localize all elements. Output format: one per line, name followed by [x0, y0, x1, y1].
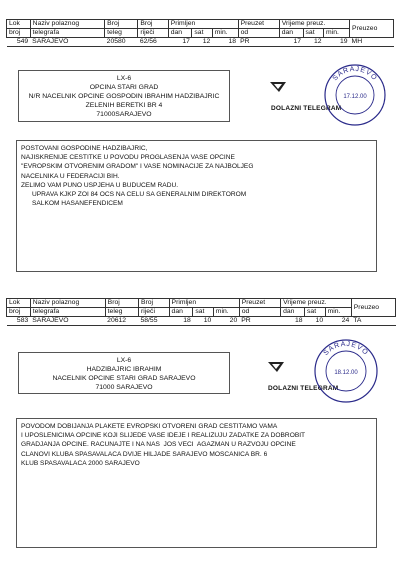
primljen-label: Primljen	[168, 20, 238, 29]
lok-label: Lok	[7, 299, 31, 308]
rijeci-label: riječi	[138, 308, 169, 317]
vrijeme-min-value: 19	[324, 38, 350, 47]
message-line: I UPOSLENICIMA OPCINE KOJI SLIJEDE VASE IDEJE I REALIZUJU ZADATKE ZA DOBROBIT	[21, 432, 306, 440]
preuzet-label: Preuzet	[238, 20, 279, 29]
telegram-form-1	[0, 0, 400, 285]
vrijeme-dan-value: 18	[281, 317, 305, 326]
telegram-header-table	[6, 298, 396, 326]
primljen-min-value: 18	[212, 38, 238, 47]
message-line: GRADJANJA OPCINE. RACUNAJTE I NA NAS JOS VECI AGAZMAN U RAZVOJU OPCINE	[21, 441, 296, 449]
message-line: ZELIMO VAM PUNO USPJEHA U BUDUCEM RADU.	[21, 181, 179, 189]
primljen-dan-value: 17	[168, 38, 192, 47]
dolazni-telegram-label: DOLAZNI TELEGRAM	[268, 385, 339, 392]
postmark-stamp-icon	[322, 62, 388, 128]
sat-label: sat	[192, 29, 212, 38]
od-label: od	[238, 29, 279, 38]
message-line: CLANOVI KLUBA SPASAVALACA DVIJE HILJADE SARAJEVO MOSCANICA BR. 6	[21, 450, 268, 458]
vrijeme-min-value: 24	[325, 317, 351, 326]
vrijeme-preuz-label: Vrijeme preuz.	[281, 299, 352, 308]
min-label: min.	[213, 308, 239, 317]
primljen-min-value: 20	[213, 317, 239, 326]
preuzeo-value: TA	[351, 317, 395, 326]
vrijeme-dan-value: 17	[279, 38, 303, 47]
naziv-label: Naziv polaznog	[30, 299, 105, 308]
primljen-dan-value: 18	[169, 317, 193, 326]
address-line: LX-6	[116, 357, 132, 364]
message-line: "EVROPSKIM OTVORENIM GRADOM" I VASE NOMINACIJE ZA NAJBOLJEG	[21, 163, 254, 171]
preuzet-od-value: PR	[239, 317, 280, 326]
vrijeme-preuz-label: Vrijeme preuz.	[279, 20, 349, 29]
broj-teleg-value: 20612	[105, 317, 138, 326]
telegrafa-label: telegrafa	[30, 308, 105, 317]
primljen-label: Primljen	[169, 299, 239, 308]
sat-label: sat	[305, 308, 326, 317]
message-line: SALKOM HASANEFENDICEM	[21, 200, 123, 208]
message-line: NACELNIKA U FEDERACIJI BIH.	[21, 172, 120, 180]
address-box	[18, 70, 230, 122]
min-label: min.	[212, 29, 238, 38]
preuzeo-value: MH	[350, 38, 394, 47]
vrijeme-sat-value: 10	[305, 317, 326, 326]
primljen-sat-value: 10	[193, 317, 213, 326]
broj-rijeci-label: Broj	[138, 20, 168, 29]
min-label: min.	[324, 29, 350, 38]
address-line: LX-6	[116, 75, 132, 82]
telegram-header-table	[6, 19, 394, 47]
broj-label: broj	[7, 308, 31, 317]
preuzeo-label: Preuzeo	[351, 299, 395, 317]
address-line: 71000 SARAJEVO	[95, 384, 153, 391]
message-line: POSTOVANI GOSPODINE HADZIBAJRIC,	[21, 145, 148, 152]
min-label: min.	[325, 308, 351, 317]
telegrafa-label: telegrafa	[30, 29, 105, 38]
sat-label: sat	[303, 29, 323, 38]
od-label: od	[239, 308, 280, 317]
primljen-sat-value: 12	[192, 38, 212, 47]
broj-teleg-value: 20580	[105, 38, 138, 47]
rijeci-label: riječi	[138, 29, 168, 38]
preuzet-label: Preuzet	[239, 299, 280, 308]
message-line: NAJISKRENIJE CESTITKE U POVODU PROGLASENJA VASE OPCINE	[21, 154, 235, 162]
naziv-label: Naziv polaznog	[30, 20, 105, 29]
preuzet-od-value: PR	[238, 38, 279, 47]
address-line: NACELNIK OPCINE STARI GRAD SARAJEVO	[52, 375, 196, 382]
address-line: 71000SARAJEVO	[96, 111, 152, 118]
preuzeo-label: Preuzeo	[350, 20, 394, 38]
post-logo-icon	[268, 80, 288, 94]
svg-text:SARAJEVO	[332, 66, 379, 82]
address-line: HADZIBAJRIC IBRAHIM	[86, 366, 162, 373]
message-box	[16, 418, 377, 548]
stamp-city: SARAJEVO	[331, 65, 379, 83]
dan-label: dan	[168, 29, 192, 38]
dan-label: dan	[279, 29, 303, 38]
naziv-value: SARAJEVO	[30, 317, 105, 326]
lok-label: Lok	[7, 20, 31, 29]
vrijeme-sat-value: 12	[303, 38, 323, 47]
broj-label: broj	[7, 29, 31, 38]
svg-text:SARAJEVO	[323, 341, 370, 357]
postmark-stamp-icon	[312, 337, 380, 405]
dan-label: dan	[169, 308, 193, 317]
address-line: N/R NACELNIK OPCINE GOSPODIN IBRAHIM HADZIBAJRIC	[28, 93, 220, 100]
stamp-date: 18.12.00	[334, 370, 358, 376]
teleg-label: teleg	[105, 308, 138, 317]
lok-broj-value: 549	[7, 38, 31, 47]
message-line: KLUB SPASAVALACA 2000 SARAJEVO	[21, 459, 140, 467]
lok-broj-value: 583	[7, 317, 31, 326]
message-box	[16, 140, 377, 272]
broj-teleg-label: Broj	[105, 299, 138, 308]
address-line: ZELENIH BERETKI BR 4	[85, 102, 163, 109]
broj-rijeci-value: 58/55	[138, 317, 169, 326]
broj-rijeci-label: Broj	[138, 299, 169, 308]
telegram-form-2	[0, 295, 400, 573]
stamp-city: SARAJEVO	[322, 340, 370, 358]
address-box	[18, 352, 230, 394]
dan-label: dan	[281, 308, 305, 317]
broj-teleg-label: Broj	[105, 20, 138, 29]
stamp-date: 17.12.00	[343, 94, 367, 100]
post-logo-icon	[266, 360, 286, 374]
teleg-label: teleg	[105, 29, 138, 38]
sat-label: sat	[193, 308, 213, 317]
dolazni-telegram-label: DOLAZNI TELEGRAM	[271, 105, 342, 112]
message-line: UPRAVA KJKP ZOI 84 OCS NA CELU SA GENERALNIM DIREKTOROM	[21, 191, 247, 199]
address-line: OPCINA STARI GRAD	[89, 84, 159, 91]
message-line: POVODOM DOBIJANJA PLAKETE EVROPSKI OTVORENI GRAD CESTITAMO VAMA	[21, 423, 278, 430]
broj-rijeci-value: 62/56	[138, 38, 168, 47]
naziv-value: SARAJEVO	[30, 38, 105, 47]
